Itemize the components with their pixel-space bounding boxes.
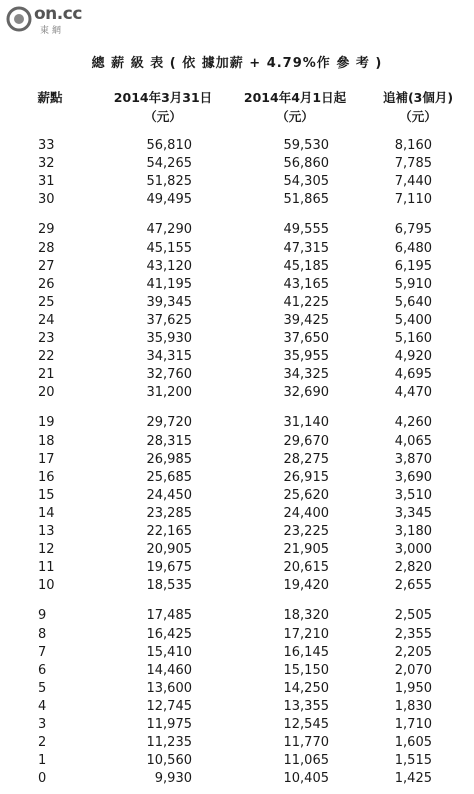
pay-point-cell: 8 <box>38 626 47 642</box>
pay-point-cell: 18 <box>38 433 55 449</box>
salary-2014-03-31-cell: 11,975 <box>146 717 192 732</box>
salary-2014-04-01-cell: 56,860 <box>283 156 329 172</box>
salary-2014-04-01-cell: 15,150 <box>283 662 329 678</box>
pay-point-cell: 33 <box>38 138 55 153</box>
salary-2014-03-31-cell: 10,560 <box>146 753 192 769</box>
salary-2014-04-01-cell: 17,210 <box>283 626 329 642</box>
back-pay-cell: 3,345 <box>394 505 432 521</box>
back-pay-cell: 2,355 <box>394 626 432 642</box>
header-2014-03-31 <box>108 88 218 126</box>
salary-2014-04-01-cell: 35,955 <box>283 349 329 365</box>
table-row <box>0 191 474 209</box>
header-2014-03-31-label: 2014年3月31日 <box>113 90 213 105</box>
salary-2014-04-01-cell: 21,905 <box>283 542 329 558</box>
back-pay-cell: 7,785 <box>394 156 432 172</box>
table-row <box>0 559 474 577</box>
logo-subtitle: 東網 <box>40 26 65 36</box>
salary-2014-03-31-cell: 49,495 <box>146 192 192 208</box>
salary-2014-03-31-cell: 15,410 <box>146 644 192 660</box>
table-row <box>0 173 474 191</box>
back-pay-cell: 6,480 <box>394 240 432 256</box>
table-row <box>0 577 474 595</box>
salary-2014-03-31-cell: 47,290 <box>146 222 192 238</box>
table-row <box>0 348 474 366</box>
salary-2014-04-01-cell: 25,620 <box>283 487 329 503</box>
salary-2014-04-01-cell: 11,770 <box>283 735 329 751</box>
header-2014-04-01 <box>230 88 360 126</box>
table-row <box>0 523 474 541</box>
table-row <box>0 330 474 348</box>
table-row <box>0 312 474 330</box>
salary-2014-03-31-cell: 37,625 <box>146 312 192 328</box>
table-row <box>0 433 474 451</box>
header-pay-point <box>28 88 72 107</box>
pay-point-cell: 15 <box>38 487 55 503</box>
table-row <box>0 734 474 752</box>
pay-point-cell: 22 <box>38 349 55 365</box>
table-row <box>0 137 474 155</box>
salary-2014-03-31-cell: 34,315 <box>146 349 192 365</box>
back-pay-cell: 2,655 <box>394 578 432 594</box>
salary-2014-03-31-cell: 11,235 <box>146 735 192 751</box>
salary-2014-03-31-cell: 13,600 <box>146 680 192 696</box>
back-pay-cell: 3,000 <box>394 542 432 558</box>
salary-2014-04-01-cell: 32,690 <box>283 385 329 401</box>
salary-2014-04-01-cell: 16,145 <box>283 644 329 660</box>
pay-point-cell: 23 <box>38 331 55 346</box>
pay-point-cell: 26 <box>38 276 55 292</box>
back-pay-cell: 3,690 <box>394 469 432 485</box>
back-pay-cell: 6,195 <box>394 258 432 274</box>
pay-point-cell: 12 <box>38 542 55 558</box>
back-pay-cell: 7,440 <box>394 174 432 190</box>
table-row <box>0 607 474 625</box>
back-pay-cell: 6,795 <box>394 222 432 238</box>
pay-point-cell: 29 <box>38 222 55 238</box>
pay-point-cell: 1 <box>38 753 47 769</box>
salary-2014-04-01-cell: 43,165 <box>283 276 329 292</box>
table-row <box>0 294 474 312</box>
salary-2014-04-01-cell: 34,325 <box>283 367 329 383</box>
salary-2014-03-31-cell: 16,425 <box>146 626 192 642</box>
salary-2014-04-01-cell: 18,320 <box>283 608 329 624</box>
salary-2014-04-01-cell: 24,400 <box>283 505 329 521</box>
salary-2014-03-31-cell: 56,810 <box>146 138 192 153</box>
salary-2014-04-01-cell: 28,275 <box>283 451 329 467</box>
salary-2014-03-31-cell: 51,825 <box>146 174 192 190</box>
pay-point-cell: 28 <box>38 240 55 256</box>
back-pay-cell: 3,870 <box>394 451 432 467</box>
table-row <box>0 626 474 644</box>
table-row <box>0 221 474 239</box>
table-row <box>0 366 474 384</box>
table-row <box>0 487 474 505</box>
salary-2014-04-01-cell: 51,865 <box>283 192 329 208</box>
salary-2014-03-31-cell: 19,675 <box>146 560 192 576</box>
salary-2014-04-01-cell: 13,355 <box>283 698 329 714</box>
pay-point-cell: 20 <box>38 385 55 401</box>
table-row <box>0 155 474 173</box>
back-pay-cell: 4,920 <box>394 349 432 365</box>
salary-2014-04-01-cell: 49,555 <box>283 222 329 238</box>
salary-2014-03-31-cell: 54,265 <box>146 156 192 172</box>
table-row <box>0 698 474 716</box>
salary-2014-03-31-cell: 17,485 <box>146 608 192 624</box>
table-row <box>0 680 474 698</box>
back-pay-cell: 3,510 <box>394 487 432 503</box>
pay-point-cell: 4 <box>38 698 47 714</box>
pay-point-cell: 16 <box>38 469 55 485</box>
salary-2014-03-31-cell: 43,120 <box>146 258 192 274</box>
header-back-pay-unit: （元） <box>399 109 437 124</box>
back-pay-cell: 1,830 <box>394 698 432 714</box>
on-cc-logo <box>6 4 96 36</box>
salary-2014-03-31-cell: 26,985 <box>146 451 192 467</box>
pay-point-cell: 10 <box>38 578 55 594</box>
salary-2014-04-01-cell: 23,225 <box>283 524 329 539</box>
logo-brand: on.cc <box>34 4 82 24</box>
table-row <box>0 752 474 770</box>
salary-2014-03-31-cell: 24,450 <box>146 487 192 503</box>
table-row <box>0 258 474 276</box>
pay-point-cell: 2 <box>38 735 47 751</box>
salary-2014-03-31-cell: 25,685 <box>146 469 192 485</box>
back-pay-cell: 1,710 <box>394 717 432 732</box>
back-pay-cell: 2,820 <box>394 560 432 576</box>
table-row <box>0 644 474 662</box>
table-row <box>0 276 474 294</box>
table-row <box>0 505 474 523</box>
back-pay-cell: 8,160 <box>394 138 432 153</box>
pay-point-cell: 19 <box>38 415 55 431</box>
table-row <box>0 716 474 734</box>
header-2014-03-31-unit: （元） <box>144 109 182 124</box>
back-pay-cell: 1,605 <box>394 735 432 751</box>
back-pay-cell: 1,950 <box>394 680 432 696</box>
salary-2014-04-01-cell: 37,650 <box>283 331 329 346</box>
pay-point-cell: 31 <box>38 174 55 190</box>
salary-2014-04-01-cell: 54,305 <box>283 174 329 190</box>
back-pay-cell: 4,065 <box>394 433 432 449</box>
salary-2014-04-01-cell: 20,615 <box>283 560 329 576</box>
page-title: 總 薪 級 表 ( 依 據加薪 + 4.79%作 參 考 ) <box>91 56 383 71</box>
pay-point-cell: 21 <box>38 367 55 383</box>
back-pay-cell: 5,640 <box>394 294 432 310</box>
salary-2014-03-31-cell: 23,285 <box>146 505 192 521</box>
table-row <box>0 240 474 258</box>
salary-2014-03-31-cell: 22,165 <box>146 524 192 539</box>
pay-point-cell: 7 <box>38 644 47 660</box>
salary-2014-04-01-cell: 41,225 <box>283 294 329 310</box>
pay-point-cell: 5 <box>38 680 47 696</box>
pay-point-cell: 17 <box>38 451 55 467</box>
pay-point-cell: 32 <box>38 156 55 172</box>
back-pay-cell: 5,400 <box>394 312 432 328</box>
pay-point-cell: 6 <box>38 662 47 678</box>
salary-2014-04-01-cell: 45,185 <box>283 258 329 274</box>
salary-2014-04-01-cell: 31,140 <box>283 415 329 431</box>
table-row <box>0 414 474 432</box>
pay-point-cell: 27 <box>38 258 55 274</box>
back-pay-cell: 5,910 <box>394 276 432 292</box>
salary-2014-04-01-cell: 11,065 <box>283 753 329 769</box>
salary-2014-04-01-cell: 29,670 <box>283 433 329 449</box>
salary-2014-04-01-cell: 39,425 <box>283 312 329 328</box>
salary-2014-04-01-cell: 59,530 <box>283 138 329 153</box>
salary-2014-03-31-cell: 41,195 <box>146 276 192 292</box>
on-cc-logo-icon <box>6 6 32 32</box>
back-pay-cell: 3,180 <box>394 524 432 539</box>
salary-2014-04-01-cell: 12,545 <box>283 717 329 732</box>
back-pay-cell: 1,515 <box>394 753 432 769</box>
salary-2014-04-01-cell: 19,420 <box>283 578 329 594</box>
salary-2014-03-31-cell: 39,345 <box>146 294 192 310</box>
pay-point-cell: 0 <box>38 771 47 787</box>
back-pay-cell: 2,070 <box>394 662 432 678</box>
header-2014-04-01-unit: （元） <box>276 109 314 124</box>
salary-2014-03-31-cell: 31,200 <box>146 385 192 401</box>
salary-2014-03-31-cell: 14,460 <box>146 662 192 678</box>
salary-2014-04-01-cell: 10,405 <box>283 771 329 787</box>
back-pay-cell: 4,260 <box>394 415 432 431</box>
salary-2014-03-31-cell: 9,930 <box>154 771 192 787</box>
back-pay-cell: 5,160 <box>394 331 432 346</box>
pay-point-cell: 25 <box>38 294 55 310</box>
back-pay-cell: 7,110 <box>394 192 432 208</box>
pay-point-cell: 3 <box>38 717 47 732</box>
table-row <box>0 541 474 559</box>
salary-2014-04-01-cell: 14,250 <box>283 680 329 696</box>
table-row <box>0 384 474 402</box>
salary-2014-04-01-cell: 26,915 <box>283 469 329 485</box>
salary-2014-03-31-cell: 28,315 <box>146 433 192 449</box>
salary-2014-03-31-cell: 12,745 <box>146 698 192 714</box>
salary-2014-03-31-cell: 20,905 <box>146 542 192 558</box>
pay-point-cell: 30 <box>38 192 55 208</box>
back-pay-cell: 4,695 <box>394 367 432 383</box>
back-pay-cell: 2,205 <box>394 644 432 660</box>
salary-2014-03-31-cell: 18,535 <box>146 578 192 594</box>
back-pay-cell: 1,425 <box>394 771 432 787</box>
table-row <box>0 770 474 788</box>
salary-2014-03-31-cell: 32,760 <box>146 367 192 383</box>
table-row <box>0 469 474 487</box>
header-back-pay <box>372 88 464 126</box>
table-row <box>0 451 474 469</box>
header-pay-point-label: 薪點 <box>37 90 63 105</box>
salary-2014-03-31-cell: 45,155 <box>146 240 192 256</box>
salary-2014-03-31-cell: 35,930 <box>146 331 192 346</box>
pay-point-cell: 24 <box>38 312 55 328</box>
header-back-pay-label: 追補(3個月) <box>382 90 454 105</box>
pay-point-cell: 13 <box>38 524 55 539</box>
salary-2014-03-31-cell: 29,720 <box>146 415 192 431</box>
pay-point-cell: 14 <box>38 505 55 521</box>
table-row <box>0 662 474 680</box>
salary-2014-04-01-cell: 47,315 <box>283 240 329 256</box>
pay-point-cell: 11 <box>38 560 55 576</box>
back-pay-cell: 2,505 <box>394 608 432 624</box>
back-pay-cell: 4,470 <box>394 385 432 401</box>
pay-point-cell: 9 <box>38 608 47 624</box>
header-2014-04-01-label: 2014年4月1日起 <box>243 90 347 105</box>
